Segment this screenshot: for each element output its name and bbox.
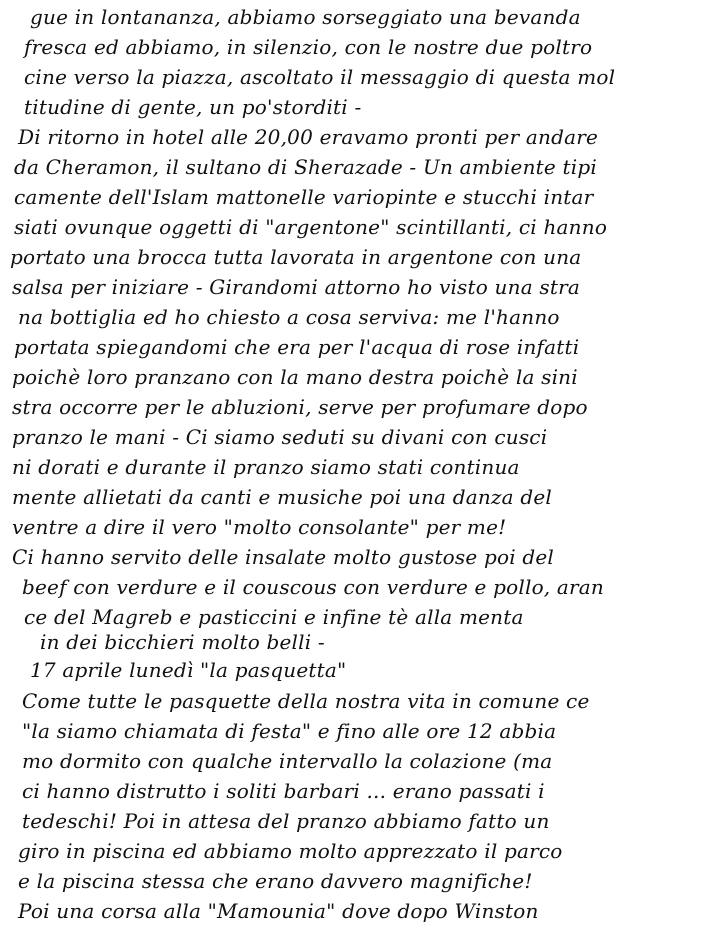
handwritten-line: Di ritorno in hotel alle 20,00 eravamo pronti per andare (18, 125, 599, 149)
handwritten-line: Poi una corsa alla "Mamounia" dove dopo Winston (18, 899, 539, 923)
handwritten-line: ni dorati e durante il pranzo siamo stati continua (12, 455, 520, 479)
handwritten-line: mente allietati da canti e musiche poi una danza del (12, 485, 552, 509)
handwritten-line: portata spiegandomi che era per l'acqua di rose infatti (14, 335, 580, 359)
handwritten-line: beef con verdure e il couscous con verdure e pollo, aran (22, 575, 605, 599)
handwritten-line: e la piscina stessa che erano davvero magnifiche! (18, 869, 533, 893)
handwritten-line: stra occorre per le abluzioni, serve per profumare dopo (12, 395, 588, 419)
handwritten-line: "la siamo chiamata di festa" e fino alle ore 12 abbia (22, 719, 557, 743)
handwritten-line: gue in lontananza, abbiamo sorseggiato una bevanda (30, 5, 581, 29)
handwritten-line: Come tutte le pasquette della nostra vita in comune ce (22, 689, 590, 713)
handwritten-line: ce del Magreb e pasticcini e infine tè alla menta (24, 605, 524, 629)
handwritten-line: tedeschi! Poi in attesa del pranzo abbiamo fatto un (22, 809, 550, 833)
handwritten-line: camente dell'Islam mattonelle variopinte e stucchi intar (14, 185, 594, 209)
handwritten-line: pranzo le mani - Ci siamo seduti su divani con cusci (12, 425, 548, 449)
handwritten-line: cine verso la piazza, ascoltato il messaggio di questa mol (24, 65, 616, 89)
handwritten-line: Ci hanno servito delle insalate molto gustose poi del (12, 545, 555, 569)
handwritten-line: ci hanno distrutto i soliti barbari ... erano passati i (22, 779, 545, 803)
handwritten-line: mo dormito con qualche intervallo la colazione (ma (22, 749, 553, 773)
handwritten-line: salsa per iniziare - Girandomi attorno ho visto una stra (12, 275, 580, 299)
handwritten-line: titudine di gente, un po'storditi - (24, 95, 362, 119)
handwritten-line: ventre a dire il vero "molto consolante" per me! (12, 515, 507, 539)
handwritten-line: da Cheramon, il sultano di Sherazade - Un ambiente tipi (14, 155, 597, 179)
handwritten-line: giro in piscina ed abbiamo molto apprezzato il parco (18, 839, 563, 863)
handwritten-line: 17 aprile lunedì "la pasquetta" (30, 658, 347, 682)
handwritten-line: poichè loro pranzano con la mano destra poichè la sini (12, 365, 578, 389)
handwritten-line: siati ovunque oggetti di "argentone" scintillanti, ci hanno (14, 215, 608, 239)
handwritten-line: fresca ed abbiamo, in silenzio, con le nostre due poltro (24, 35, 593, 59)
handwritten-line: in dei bicchieri molto belli - (40, 630, 325, 654)
handwritten-line: portato una brocca tutta lavorata in argentone con una (10, 245, 582, 269)
handwritten-line: na bottiglia ed ho chiesto a cosa serviva: me l'hanno (18, 305, 560, 329)
